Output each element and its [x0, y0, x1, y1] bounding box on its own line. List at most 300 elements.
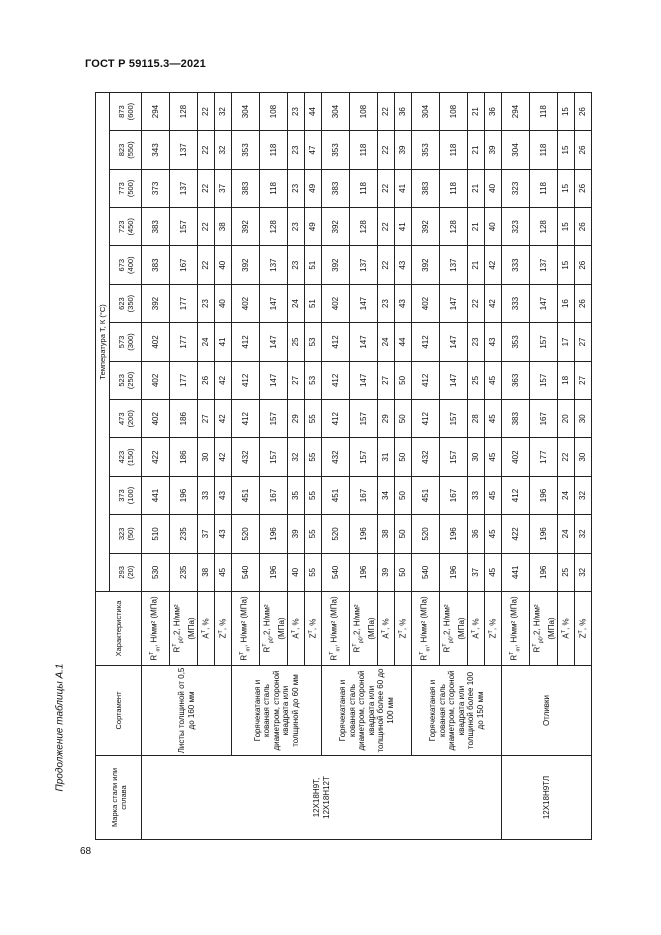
value-cell: 108	[440, 92, 468, 130]
value-cell: 177	[170, 284, 198, 322]
value-cell: 167	[440, 476, 468, 514]
value-cell: 24	[198, 323, 215, 361]
value-cell: 147	[530, 284, 558, 322]
value-cell: 147	[350, 323, 378, 361]
value-cell: 50	[395, 400, 412, 438]
value-cell: 25	[288, 323, 305, 361]
value-cell: 392	[232, 246, 260, 284]
value-cell: 157	[350, 400, 378, 438]
value-cell: 39	[395, 131, 412, 169]
value-cell: 22	[198, 169, 215, 207]
value-cell: 294	[502, 92, 530, 130]
value-cell: 392	[412, 208, 440, 246]
value-cell: 32	[215, 92, 232, 130]
value-cell: 22	[378, 246, 395, 284]
value-cell: 383	[142, 208, 170, 246]
value-cell: 23	[288, 169, 305, 207]
value-cell: 432	[232, 438, 260, 476]
value-cell: 304	[412, 92, 440, 130]
value-cell: 441	[142, 476, 170, 514]
characteristic-cell: $R^T_{p0},2$, Н/мм² (МПа)	[530, 592, 558, 666]
value-cell: 167	[530, 400, 558, 438]
value-cell: 25	[558, 553, 575, 591]
value-cell: 42	[215, 438, 232, 476]
properties-table	[95, 92, 592, 840]
value-cell: 42	[485, 284, 502, 322]
value-cell: 18	[558, 361, 575, 399]
value-cell: 21	[468, 208, 485, 246]
rotated-table-container	[95, 92, 589, 840]
value-cell: 51	[305, 284, 322, 322]
value-cell: 392	[412, 246, 440, 284]
value-cell: 39	[288, 515, 305, 553]
value-cell: 412	[412, 323, 440, 361]
value-cell: 157	[350, 438, 378, 476]
value-cell: 42	[215, 400, 232, 438]
value-cell: 41	[395, 169, 412, 207]
value-cell: 24	[558, 476, 575, 514]
value-cell: 412	[322, 400, 350, 438]
product-header: Сортамент	[96, 666, 142, 756]
value-cell: 294	[142, 92, 170, 130]
temperature-header: Температура T, К (°C)	[96, 92, 110, 591]
value-cell: 37	[198, 515, 215, 553]
value-cell: 147	[260, 361, 288, 399]
value-cell: 43	[485, 323, 502, 361]
value-cell: 196	[530, 476, 558, 514]
characteristic-cell: $A^T$, %	[198, 592, 215, 666]
value-cell: 32	[575, 553, 592, 591]
value-cell: 26	[575, 208, 592, 246]
value-cell: 26	[575, 246, 592, 284]
value-cell: 33	[198, 476, 215, 514]
value-cell: 55	[305, 553, 322, 591]
value-cell: 186	[170, 400, 198, 438]
temperature-cell: 293 (20)	[110, 553, 142, 591]
value-cell: 235	[170, 515, 198, 553]
value-cell: 22	[378, 208, 395, 246]
value-cell: 118	[350, 169, 378, 207]
value-cell: 22	[378, 169, 395, 207]
value-cell: 451	[322, 476, 350, 514]
value-cell: 392	[322, 246, 350, 284]
value-cell: 37	[468, 553, 485, 591]
value-cell: 520	[322, 515, 350, 553]
value-cell: 412	[232, 400, 260, 438]
value-cell: 38	[198, 553, 215, 591]
temperature-cell: 373 (100)	[110, 476, 142, 514]
temperature-cell: 423 (150)	[110, 438, 142, 476]
value-cell: 53	[305, 361, 322, 399]
value-cell: 45	[485, 515, 502, 553]
temperature-cell: 723 (450)	[110, 208, 142, 246]
value-cell: 383	[412, 169, 440, 207]
value-cell: 27	[198, 400, 215, 438]
value-cell: 29	[378, 400, 395, 438]
value-cell: 167	[170, 246, 198, 284]
value-cell: 27	[378, 361, 395, 399]
value-cell: 23	[378, 284, 395, 322]
value-cell: 45	[485, 438, 502, 476]
value-cell: 412	[322, 361, 350, 399]
value-cell: 128	[260, 208, 288, 246]
grade-cell: 12Х18Н9ТЛ	[502, 756, 592, 840]
value-cell: 520	[412, 515, 440, 553]
value-cell: 39	[378, 553, 395, 591]
value-cell: 422	[142, 438, 170, 476]
value-cell: 323	[502, 208, 530, 246]
value-cell: 40	[215, 284, 232, 322]
value-cell: 38	[215, 208, 232, 246]
value-cell: 39	[485, 131, 502, 169]
value-cell: 353	[412, 131, 440, 169]
value-cell: 196	[350, 515, 378, 553]
value-cell: 50	[395, 476, 412, 514]
value-cell: 32	[575, 476, 592, 514]
value-cell: 24	[288, 284, 305, 322]
value-cell: 23	[468, 323, 485, 361]
table-continuation-caption: Продолжение таблицы А.1	[54, 663, 66, 792]
value-cell: 36	[468, 515, 485, 553]
value-cell: 15	[558, 131, 575, 169]
value-cell: 55	[305, 476, 322, 514]
value-cell: 118	[530, 131, 558, 169]
value-cell: 147	[440, 361, 468, 399]
value-cell: 343	[142, 131, 170, 169]
value-cell: 412	[232, 361, 260, 399]
value-cell: 23	[288, 246, 305, 284]
value-cell: 29	[288, 400, 305, 438]
value-cell: 540	[232, 553, 260, 591]
value-cell: 32	[575, 515, 592, 553]
table-row	[142, 92, 170, 839]
value-cell: 42	[215, 361, 232, 399]
value-cell: 41	[395, 208, 412, 246]
value-cell: 353	[322, 131, 350, 169]
table-row	[412, 92, 440, 839]
value-cell: 31	[378, 438, 395, 476]
value-cell: 392	[322, 208, 350, 246]
value-cell: 22	[198, 92, 215, 130]
value-cell: 196	[530, 515, 558, 553]
value-cell: 128	[350, 208, 378, 246]
value-cell: 137	[350, 246, 378, 284]
value-cell: 30	[575, 400, 592, 438]
value-cell: 25	[468, 361, 485, 399]
value-cell: 28	[468, 400, 485, 438]
value-cell: 22	[378, 131, 395, 169]
value-cell: 32	[215, 131, 232, 169]
value-cell: 45	[215, 553, 232, 591]
value-cell: 235	[170, 553, 198, 591]
value-cell: 26	[575, 284, 592, 322]
value-cell: 118	[260, 131, 288, 169]
value-cell: 157	[440, 400, 468, 438]
value-cell: 333	[502, 284, 530, 322]
value-cell: 50	[395, 438, 412, 476]
value-cell: 118	[440, 169, 468, 207]
characteristic-cell: $A^T$, %	[558, 592, 575, 666]
product-cell: Листы толщиной от 0,5 до 160 мм	[142, 666, 232, 756]
value-cell: 32	[288, 438, 305, 476]
value-cell: 304	[232, 92, 260, 130]
value-cell: 196	[440, 515, 468, 553]
value-cell: 353	[232, 131, 260, 169]
temperature-cell: 773 (500)	[110, 169, 142, 207]
value-cell: 36	[485, 92, 502, 130]
value-cell: 177	[530, 438, 558, 476]
value-cell: 196	[350, 553, 378, 591]
value-cell: 353	[502, 323, 530, 361]
value-cell: 40	[485, 169, 502, 207]
temperature-cell: 323 (50)	[110, 515, 142, 553]
value-cell: 41	[215, 323, 232, 361]
value-cell: 383	[502, 400, 530, 438]
value-cell: 24	[378, 323, 395, 361]
page-number: 68	[80, 846, 92, 857]
value-cell: 186	[170, 438, 198, 476]
value-cell: 15	[558, 169, 575, 207]
value-cell: 22	[198, 246, 215, 284]
value-cell: 20	[558, 400, 575, 438]
value-cell: 26	[198, 361, 215, 399]
value-cell: 37	[215, 169, 232, 207]
value-cell: 157	[530, 361, 558, 399]
value-cell: 50	[395, 515, 412, 553]
value-cell: 44	[395, 323, 412, 361]
value-cell: 49	[305, 169, 322, 207]
value-cell: 43	[395, 246, 412, 284]
value-cell: 402	[502, 438, 530, 476]
value-cell: 392	[142, 284, 170, 322]
value-cell: 451	[412, 476, 440, 514]
value-cell: 30	[575, 438, 592, 476]
value-cell: 44	[305, 92, 322, 130]
product-cell: Отливки	[502, 666, 592, 756]
value-cell: 167	[260, 476, 288, 514]
value-cell: 30	[198, 438, 215, 476]
temperature-cell: 523 (250)	[110, 361, 142, 399]
value-cell: 45	[485, 361, 502, 399]
value-cell: 53	[305, 323, 322, 361]
value-cell: 333	[502, 246, 530, 284]
characteristic-cell: $Z^T$, %	[215, 592, 232, 666]
value-cell: 147	[260, 284, 288, 322]
value-cell: 147	[260, 323, 288, 361]
value-cell: 196	[530, 553, 558, 591]
temperature-cell: 573 (300)	[110, 323, 142, 361]
value-cell: 128	[170, 92, 198, 130]
value-cell: 128	[440, 208, 468, 246]
value-cell: 22	[468, 284, 485, 322]
characteristic-cell: $R^T_m$, Н/мм² (МПа)	[502, 592, 530, 666]
value-cell: 137	[530, 246, 558, 284]
value-cell: 108	[350, 92, 378, 130]
value-cell: 22	[198, 208, 215, 246]
value-cell: 33	[468, 476, 485, 514]
grade-header: Марка стали или сплава	[96, 756, 142, 840]
value-cell: 43	[215, 515, 232, 553]
value-cell: 383	[142, 246, 170, 284]
value-cell: 27	[575, 361, 592, 399]
value-cell: 177	[170, 323, 198, 361]
characteristic-cell: $R^T_m$, Н/мм² (МПа)	[142, 592, 170, 666]
characteristic-cell: $R^T_m$, Н/мм² (МПа)	[412, 592, 440, 666]
value-cell: 157	[260, 438, 288, 476]
value-cell: 196	[170, 476, 198, 514]
value-cell: 22	[378, 92, 395, 130]
value-cell: 402	[322, 284, 350, 322]
value-cell: 451	[232, 476, 260, 514]
characteristic-cell: $A^T$, %	[378, 592, 395, 666]
characteristic-cell: $R^T_m$, Н/мм² (МПа)	[232, 592, 260, 666]
value-cell: 118	[530, 169, 558, 207]
value-cell: 23	[198, 284, 215, 322]
temperature-cell: 873 (600)	[110, 92, 142, 130]
temperature-cell: 673 (400)	[110, 246, 142, 284]
value-cell: 40	[215, 246, 232, 284]
value-cell: 17	[558, 323, 575, 361]
value-cell: 196	[260, 515, 288, 553]
value-cell: 392	[232, 208, 260, 246]
value-cell: 36	[395, 92, 412, 130]
value-cell: 27	[575, 323, 592, 361]
value-cell: 422	[502, 515, 530, 553]
value-cell: 147	[440, 284, 468, 322]
value-cell: 50	[395, 361, 412, 399]
document-header: ГОСТ Р 59115.3—2021	[85, 58, 206, 70]
value-cell: 540	[412, 553, 440, 591]
value-cell: 50	[395, 553, 412, 591]
value-cell: 157	[170, 208, 198, 246]
value-cell: 402	[142, 361, 170, 399]
value-cell: 21	[468, 169, 485, 207]
value-cell: 177	[170, 361, 198, 399]
temperature-cell: 623 (350)	[110, 284, 142, 322]
value-cell: 304	[502, 131, 530, 169]
value-cell: 196	[440, 553, 468, 591]
value-cell: 147	[350, 361, 378, 399]
value-cell: 15	[558, 208, 575, 246]
value-cell: 157	[530, 323, 558, 361]
value-cell: 530	[142, 553, 170, 591]
value-cell: 432	[412, 438, 440, 476]
value-cell: 40	[485, 208, 502, 246]
value-cell: 412	[412, 361, 440, 399]
value-cell: 118	[350, 131, 378, 169]
value-cell: 118	[530, 92, 558, 130]
temperature-cell: 473 (200)	[110, 400, 142, 438]
value-cell: 412	[232, 323, 260, 361]
value-cell: 24	[558, 515, 575, 553]
value-cell: 27	[288, 361, 305, 399]
value-cell: 118	[260, 169, 288, 207]
value-cell: 15	[558, 246, 575, 284]
value-cell: 38	[378, 515, 395, 553]
characteristic-cell: $Z^T$, %	[305, 592, 322, 666]
value-cell: 402	[232, 284, 260, 322]
temperature-cell: 823 (550)	[110, 131, 142, 169]
value-cell: 55	[305, 438, 322, 476]
value-cell: 323	[502, 169, 530, 207]
characteristic-header: Характеристика	[96, 592, 142, 666]
value-cell: 35	[288, 476, 305, 514]
value-cell: 45	[485, 553, 502, 591]
value-cell: 147	[350, 284, 378, 322]
value-cell: 383	[232, 169, 260, 207]
value-cell: 21	[468, 131, 485, 169]
value-cell: 21	[468, 246, 485, 284]
value-cell: 147	[440, 323, 468, 361]
value-cell: 412	[412, 400, 440, 438]
value-cell: 196	[260, 553, 288, 591]
value-cell: 363	[502, 361, 530, 399]
value-cell: 49	[305, 208, 322, 246]
value-cell: 157	[260, 400, 288, 438]
value-cell: 432	[322, 438, 350, 476]
value-cell: 43	[395, 284, 412, 322]
value-cell: 22	[198, 131, 215, 169]
characteristic-cell: $Z^T$, %	[575, 592, 592, 666]
value-cell: 22	[558, 438, 575, 476]
table-row	[502, 92, 530, 839]
grade-cell: 12Х18Н9Т, 12Х18Н12Т	[142, 756, 502, 840]
value-cell: 40	[288, 553, 305, 591]
value-cell: 26	[575, 131, 592, 169]
value-cell: 45	[485, 400, 502, 438]
value-cell: 16	[558, 284, 575, 322]
table-row	[322, 92, 350, 839]
value-cell: 23	[288, 131, 305, 169]
value-cell: 30	[468, 438, 485, 476]
table-body	[142, 92, 592, 839]
value-cell: 157	[440, 438, 468, 476]
value-cell: 412	[502, 476, 530, 514]
value-cell: 137	[170, 169, 198, 207]
value-cell: 441	[502, 553, 530, 591]
product-cell: Горячекатаная и кованая сталь диаметром, стороной квадрата или толщиной более 60 до 100 мм	[322, 666, 412, 756]
value-cell: 520	[232, 515, 260, 553]
table-row	[232, 92, 260, 839]
value-cell: 26	[575, 169, 592, 207]
value-cell: 51	[305, 246, 322, 284]
characteristic-cell: $Z^T$, %	[485, 592, 502, 666]
value-cell: 23	[288, 92, 305, 130]
value-cell: 55	[305, 515, 322, 553]
value-cell: 402	[412, 284, 440, 322]
value-cell: 15	[558, 92, 575, 130]
characteristic-cell: $R^T_{p0},2$, Н/мм² (МПа)	[170, 592, 198, 666]
value-cell: 47	[305, 131, 322, 169]
characteristic-cell: $R^T_{p0},2$, Н/мм² (МПа)	[350, 592, 378, 666]
value-cell: 373	[142, 169, 170, 207]
value-cell: 167	[350, 476, 378, 514]
value-cell: 34	[378, 476, 395, 514]
value-cell: 402	[142, 400, 170, 438]
value-cell: 42	[485, 246, 502, 284]
value-cell: 402	[142, 323, 170, 361]
product-cell: Горячекатаная и кованая сталь диаметром, стороной квадрата или толщиной более 100 до 150 мм	[412, 666, 502, 756]
value-cell: 540	[322, 553, 350, 591]
value-cell: 510	[142, 515, 170, 553]
value-cell: 137	[170, 131, 198, 169]
characteristic-cell: $A^T$, %	[468, 592, 485, 666]
characteristic-cell: $A^T$, %	[288, 592, 305, 666]
value-cell: 45	[485, 476, 502, 514]
value-cell: 21	[468, 92, 485, 130]
characteristic-cell: $R^T_{p0},2$, Н/мм² (МПа)	[260, 592, 288, 666]
value-cell: 118	[440, 131, 468, 169]
